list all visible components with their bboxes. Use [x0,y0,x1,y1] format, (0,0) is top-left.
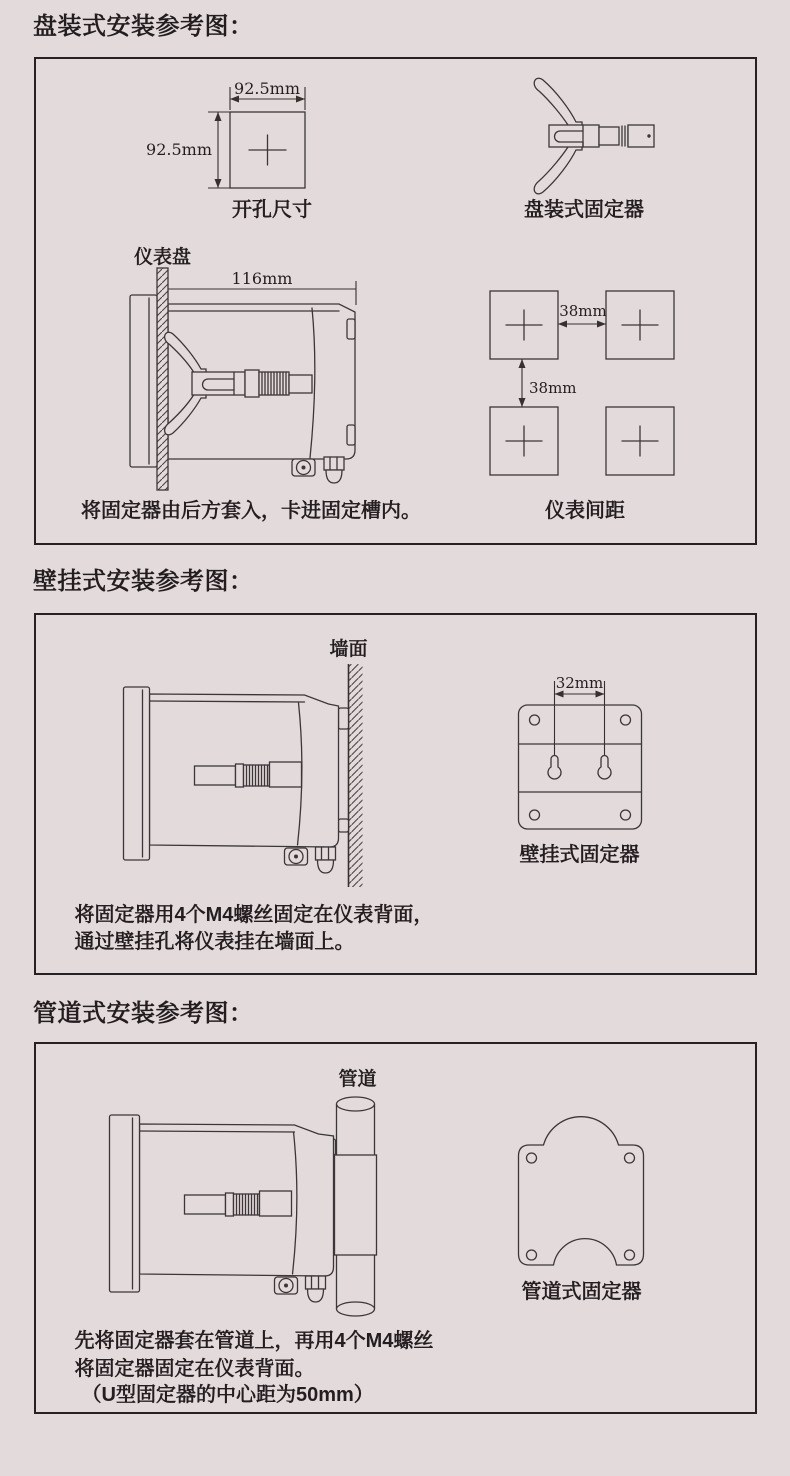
wall-fixer-diagram [519,674,642,866]
panel-side-view [81,245,421,522]
cable-glands [275,1276,326,1302]
pipe-side-view [110,1115,336,1302]
cutout-height-dim: 92.5mm [146,140,212,159]
panel-section-title: 盘装式安装参考图： [33,13,254,40]
wall-caption-line1: 将固定器用4个M4螺丝固定在仪表背面， [74,904,434,926]
wall-caption-line2: 通过壁挂孔将仪表挂在墙面上。 [74,931,355,953]
spacing-h-dim: 38mm [559,302,607,320]
panel-figure-drawing [36,59,755,543]
panel-fixer-diagram [524,78,654,221]
panel-side-caption: 将固定器由后方套入，卡进固定槽内。 [81,500,421,522]
wall-label: 墙面 [329,639,368,660]
pipe-section-title: 管道式安装参考图： [33,1000,254,1027]
wall-side-view [124,687,349,873]
pipe-fixer-diagram [519,1117,644,1303]
wall-fixer-caption: 壁挂式固定器 [519,844,640,866]
pipe-fixer-caption: 管道式固定器 [521,1281,642,1303]
pipe-label: 管道 [338,1069,377,1090]
pipe-figure-drawing [36,1044,755,1412]
panel-hatch [157,268,168,490]
wall-figure-box [34,613,757,975]
pipe-caption-line3: （U型固定器的中心距为50mm） [81,1384,374,1406]
cable-glands [285,847,336,873]
panel-fixer-caption: 盘装式固定器 [524,199,644,221]
pipe-caption-line1: 先将固定器套在管道上，再用4个M4螺丝 [74,1330,434,1352]
wall-fixer-dim: 32mm [555,674,604,692]
depth-dim: 116mm [231,269,293,288]
pipe-caption-line2: 将固定器固定在仪表背面。 [74,1358,315,1380]
knurl-lines [262,372,286,395]
wall-section-title: 壁挂式安装参考图： [33,568,254,595]
spacing-v-dim: 38mm [529,379,577,397]
panel-label: 仪表盘 [134,247,192,268]
spacing-diagram [490,291,674,522]
spacing-caption: 仪表间距 [545,500,625,522]
cutout-diagram [146,79,312,221]
panel-figure-box [34,57,757,545]
cutout-width-dim: 92.5mm [234,79,300,98]
wall-figure-drawing [36,615,755,973]
cutout-caption: 开孔尺寸 [232,199,312,221]
pipe-drawing [335,1067,377,1316]
pipe-bracket [335,1155,377,1255]
pipe-figure-box [34,1042,757,1414]
cable-glands [292,457,344,483]
